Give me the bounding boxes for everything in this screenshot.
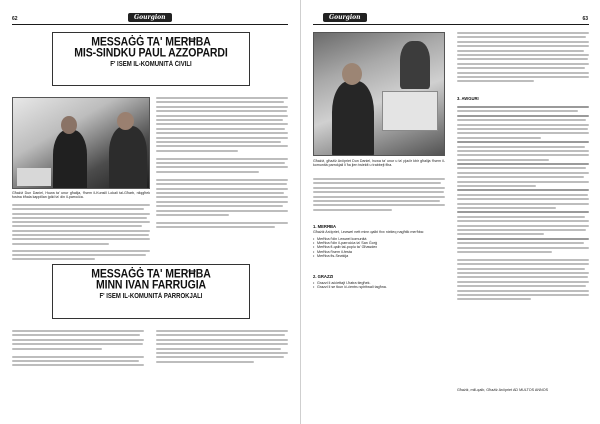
section1-lead: Għażiż Arċipriet, l-ewwel nett minn qalbi fixx nixtieq nagħtik merħba: — [313, 230, 424, 235]
section2-bullet: • Grazzi li aċċettajt l-ħatra tiegħek. — [313, 281, 445, 285]
masthead-left: Gourgion — [128, 13, 172, 22]
article1-heading-line1: MESSAĠĠ TA' MERĦBA — [91, 34, 211, 49]
article1-col2-text — [156, 97, 288, 228]
section2-bullet: • Grazzi li se tkun iċ-ċentru spiritwali tagħna. — [313, 285, 445, 289]
section1-bullet: • Merħba f'isem il-festa — [313, 250, 445, 254]
photo-lectern — [17, 168, 51, 186]
article2-subheading: F' ISEM IL-KOMUNITÀ PARROKJALI — [99, 293, 203, 301]
section2-title: 2. GRAZZI — [313, 274, 334, 280]
mayor-photo — [12, 97, 150, 189]
section1-bullet: • Merħba f'din il-parroċċa ta' San Ġorġ — [313, 241, 445, 245]
right-col1-text — [313, 178, 445, 211]
article1-heading-line2: MIS-SINDKU PAUL AZZOPARDI — [74, 45, 228, 60]
article2-heading-line1: MESSAĠĠ TA' MERĦBA — [91, 266, 211, 281]
section1-bullet: • Merħba f'din l-ewwel komunità — [313, 237, 445, 241]
photo-head — [117, 112, 134, 130]
masthead-right: Gourgion — [323, 13, 367, 22]
photo-figure — [332, 81, 374, 156]
article2-heading-line2: MINN IVAN FARRUGIA — [95, 277, 206, 292]
right-photo-caption: Għażiż, għażiż Arċipriet Dun Daniel, huwa ta' unur u ta' pjaċir kbir għalija f'isem il-komunità parrokjali li ħa jien twieldt u trabbejt fiha. — [313, 159, 445, 168]
article2-col1-text — [12, 330, 144, 366]
photo-head — [61, 116, 77, 134]
section1-bullet: • Merħba fis-Sewkija — [313, 254, 445, 258]
right-page — [300, 0, 600, 424]
closing-line: Għażiż, mill-qalb, Għażiż Arċipriet AD MULTOS ANNOS — [457, 388, 549, 392]
closing-text — [457, 388, 589, 394]
section3-title: 3. AWGURI — [457, 96, 479, 101]
photo-book — [382, 91, 438, 131]
photo-head — [342, 63, 362, 85]
article2-col2-text — [156, 330, 288, 363]
photo-figure — [53, 130, 87, 189]
right-col2-text — [457, 32, 589, 82]
section1-bullet: • Merħba fl-qalb tal-poplu ta' Għawdex — [313, 245, 445, 249]
parish-photo — [313, 32, 445, 156]
article1-photo-caption: Għażiż Dun Daniel, Huwa ta' unur għalija, f'isem il-Kunsill Lokali tal-Għarb, nilqgħek fostna bħala kappillan ġdid ta' din il-parroċċa. — [12, 191, 150, 200]
right-col1-sections — [313, 222, 445, 289]
page-number-right: 63 — [582, 16, 588, 22]
header-rule-right — [313, 24, 589, 25]
section3-title-wrap — [457, 94, 589, 102]
right-col2-bullets — [457, 106, 589, 300]
photo-figure — [109, 126, 147, 189]
article2-heading-box — [52, 264, 250, 319]
page-number-left: 62 — [12, 16, 18, 22]
header-rule-left — [12, 24, 288, 25]
article1-col1-text — [12, 204, 150, 260]
article1-subheading: F' ISEM IL-KOMUNITÀ ĊIVILI — [110, 61, 192, 69]
photo-figure — [400, 41, 430, 89]
section1-title: 1. MERĦBA — [313, 224, 337, 229]
article1-heading-box — [52, 32, 250, 86]
